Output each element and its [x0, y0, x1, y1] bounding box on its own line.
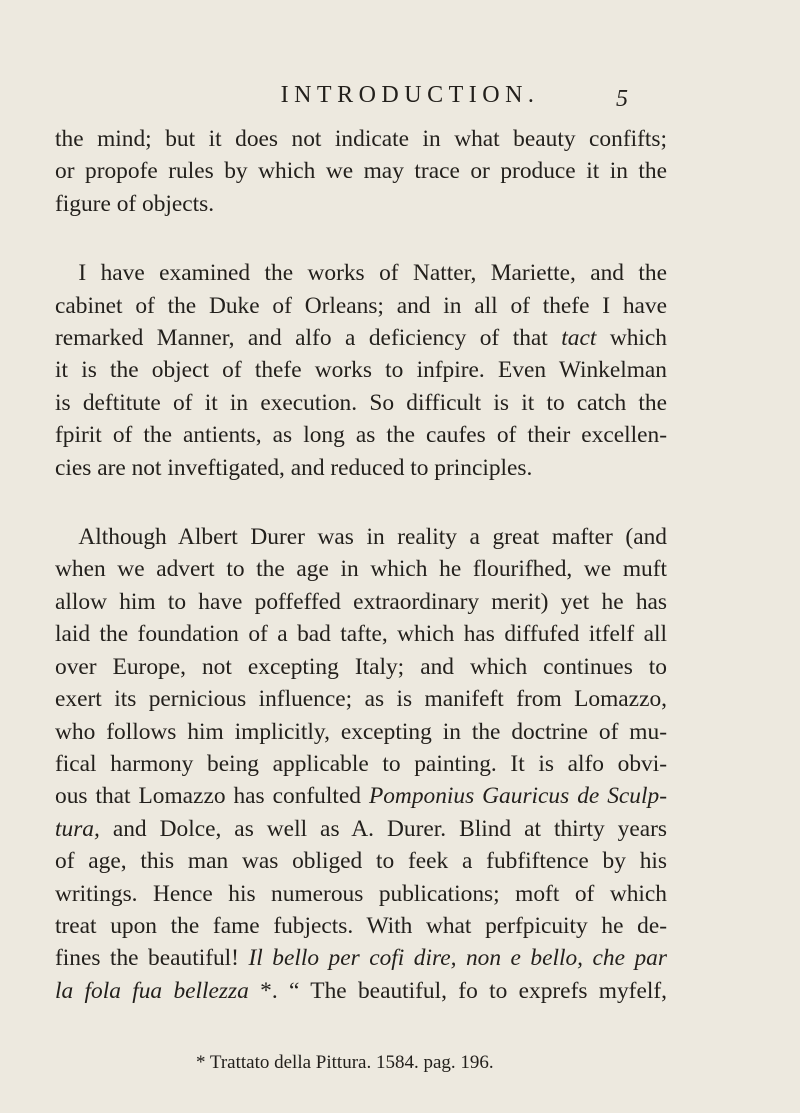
page-number: 5 — [616, 86, 628, 112]
text-line: over Europe, not excepting Italy; and which continues to — [55, 653, 667, 680]
text-line: figure of objects. — [55, 190, 215, 217]
text-line-content: and Dolce, as well as A. Durer. Blind at thirty years — [112, 815, 667, 842]
text-line: writings. Hence his numerous publications; moft of which — [55, 880, 667, 907]
text-line — [55, 521, 667, 553]
text-line: when we advert to the age in which he flourifhed, we muft — [55, 556, 667, 583]
italic-word: tact — [561, 325, 597, 352]
text-line: cabinet of the Duke of Orleans; and in all of thefe I have — [55, 292, 667, 319]
body-text — [55, 123, 667, 1007]
text-line — [55, 975, 667, 1007]
text-line — [55, 942, 667, 974]
text-line-content: which — [609, 325, 667, 352]
text-line — [55, 322, 667, 354]
text-line: it is the object of thefe works to infpire. Even Winkelman — [55, 357, 667, 384]
text-line: fpirit of the antients, as long as the caufes of their excellen- — [55, 422, 667, 449]
paragraph-gap — [55, 220, 667, 257]
text-line: fical harmony being applicable to painting. It is alfo obvi- — [55, 750, 667, 777]
text-line-content: ous that Lomazzo has confulted — [55, 783, 361, 810]
text-line-content: “ The beautiful, fo to exprefs myfelf, — [289, 977, 667, 1004]
text-line: is deftitute of it in execution. So difficult is it to catch the — [55, 389, 667, 416]
text-line: who follows him implicitly, excepting in the doctrine of mu- — [55, 718, 667, 745]
text-line: cies are not inveftigated, and reduced to principles. — [55, 454, 533, 481]
text-line: allow him to have poffeffed extraordinary merit) yet he has — [55, 588, 667, 615]
footnote-ref: *. — [260, 977, 278, 1004]
text-line-content: I have examined the works of Natter, Mariette, and the — [78, 260, 667, 287]
text-line: laid the foundation of a bad tafte, which has diffufed itfelf all — [55, 621, 667, 648]
italic-title: tura, — [55, 815, 100, 842]
text-line: treat upon the fame fubjects. With what perfpicuity he de- — [55, 912, 667, 939]
text-line — [55, 257, 667, 289]
italic-title: Pomponius Gauricus de Sculp- — [368, 783, 667, 810]
text-line: of age, this man was obliged to feek a fubfiftence by his — [55, 848, 667, 875]
text-line — [55, 780, 667, 812]
paragraph-gap — [55, 484, 667, 521]
italic-quote: Il bello per cofi dire, non e bello, che par — [248, 945, 667, 972]
running-header: INTRODUCTION. — [280, 82, 540, 108]
text-line: or propofe rules by which we may trace or produce it in the — [55, 158, 667, 185]
text-line: exert its pernicious influence; as is manifeft from Lomazzo, — [55, 686, 667, 713]
text-line — [55, 813, 667, 845]
text-line-content: fines the beautiful! — [55, 945, 239, 972]
text-line-content: Although Albert Durer was in reality a great mafter (and — [78, 524, 667, 551]
footnote: * Trattato della Pittura. 1584. pag. 196. — [196, 1052, 494, 1073]
italic-quote: la fola fua bellezza — [55, 977, 249, 1004]
text-line: the mind; but it does not indicate in what beauty confifts; — [55, 126, 667, 152]
text-line-content: remarked Manner, and alfo a deficiency of that — [55, 325, 548, 352]
